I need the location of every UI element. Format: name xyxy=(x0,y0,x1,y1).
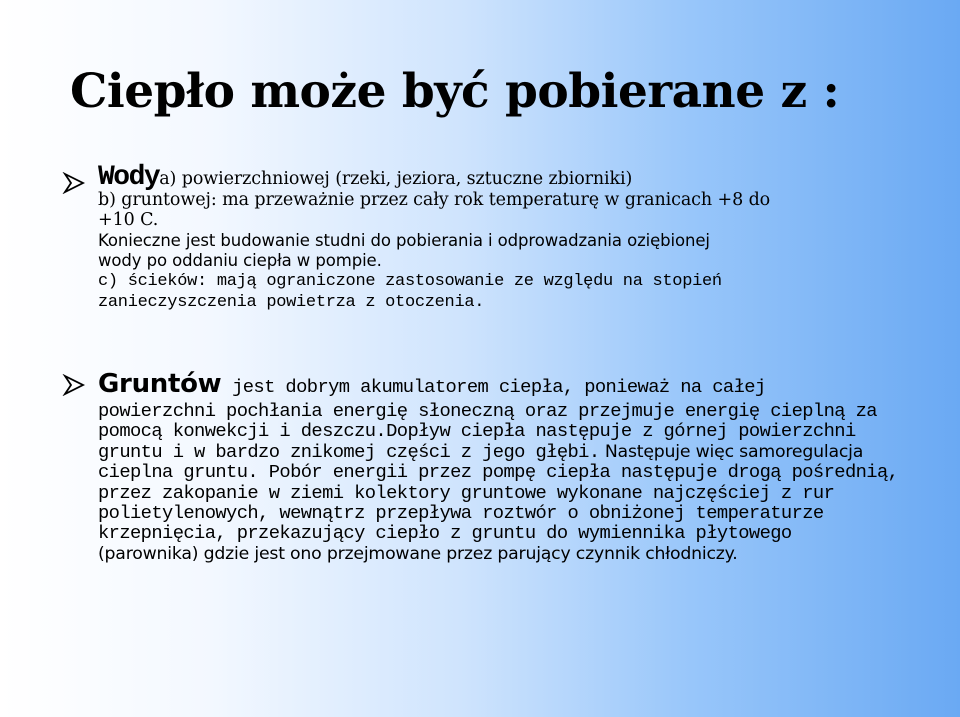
arrow-bullet-icon xyxy=(62,374,86,400)
bullet-soil-line-4a: gruntu i w bardzo znikomej części z jego głębi. xyxy=(98,440,600,463)
bullet-water-line-wells: Konieczne jest budowanie studni do pobierania i odprowadzania oziębionej xyxy=(98,230,710,250)
arrow-bullet-icon xyxy=(62,172,86,198)
bullet-soil-line-3a: pomocą konwekcji i deszczu. xyxy=(98,420,387,443)
bullet-soil-line-5a: cieplna gruntu. xyxy=(98,461,259,484)
bullet-soil-line-5b: Pobór energii przez pompę ciepła następuje drogą pośrednią, xyxy=(258,461,899,484)
bullet-soil-line-4 xyxy=(98,442,908,462)
bullet-soil-line-2: powierzchni pochłania energię słoneczną oraz przejmuje energię cieplną za xyxy=(98,400,877,422)
bullet-water-text xyxy=(98,162,908,313)
bullet-soil-line-1: jest dobrym akumulatorem ciepła, ponieważ na całej xyxy=(221,376,766,398)
bullet-water-line-c: c) ścieków: mają ograniczone zastosowanie ze względu na stopień xyxy=(98,271,722,291)
bullet-soil-text xyxy=(98,370,908,564)
bullet-water-line-wells2: wody po oddaniu ciepła w pompie. xyxy=(98,251,382,271)
bullet-water-heading: Wody xyxy=(98,162,160,193)
bullet-soil-line-3b: Dopływ ciepła następuje z górnej powierzchni xyxy=(386,420,856,443)
bullet-soil-line-5 xyxy=(98,462,908,482)
bullet-water-line-c2: zanieczyszczenia powietrza z otoczenia. xyxy=(98,292,485,312)
bullet-soil-line-9: (parownika) gdzie jest ono przejmowane przez parujący czynnik chłodniczy. xyxy=(98,543,738,564)
bullet-water-line xyxy=(98,162,908,193)
bullet-soil-line xyxy=(98,370,908,401)
bullet-water-line-b: b) gruntowej: ma przeważnie przez cały rok temperaturę w granicach +8 do xyxy=(98,189,771,210)
bullet-water-line-b2: +10 C. xyxy=(98,210,159,231)
bullet-soil-line-6: przez zakopanie w ziemi kolektory gruntowe wykonane najczęściej z rur xyxy=(98,481,835,504)
bullet-water-line-a: a) powierzchniowej (rzeki, jeziora, sztuczne zbiorniki) xyxy=(159,169,633,189)
bullet-soil-line-7: polietylenowych, wewnątrz przepływa roztwór o obniżonej temperaturze xyxy=(98,502,824,525)
bullet-soil-line-8: krzepnięcia, przekazujący ciepło z gruntu do wymiennika płytowego xyxy=(98,522,792,545)
slide-title: Ciepło może być pobierane z : xyxy=(70,64,840,119)
bullet-soil-heading: Gruntów xyxy=(98,369,222,399)
bullet-soil-line-4b: Następuje więc samoregulacja xyxy=(599,441,864,462)
bullet-soil-line-3 xyxy=(98,421,908,441)
